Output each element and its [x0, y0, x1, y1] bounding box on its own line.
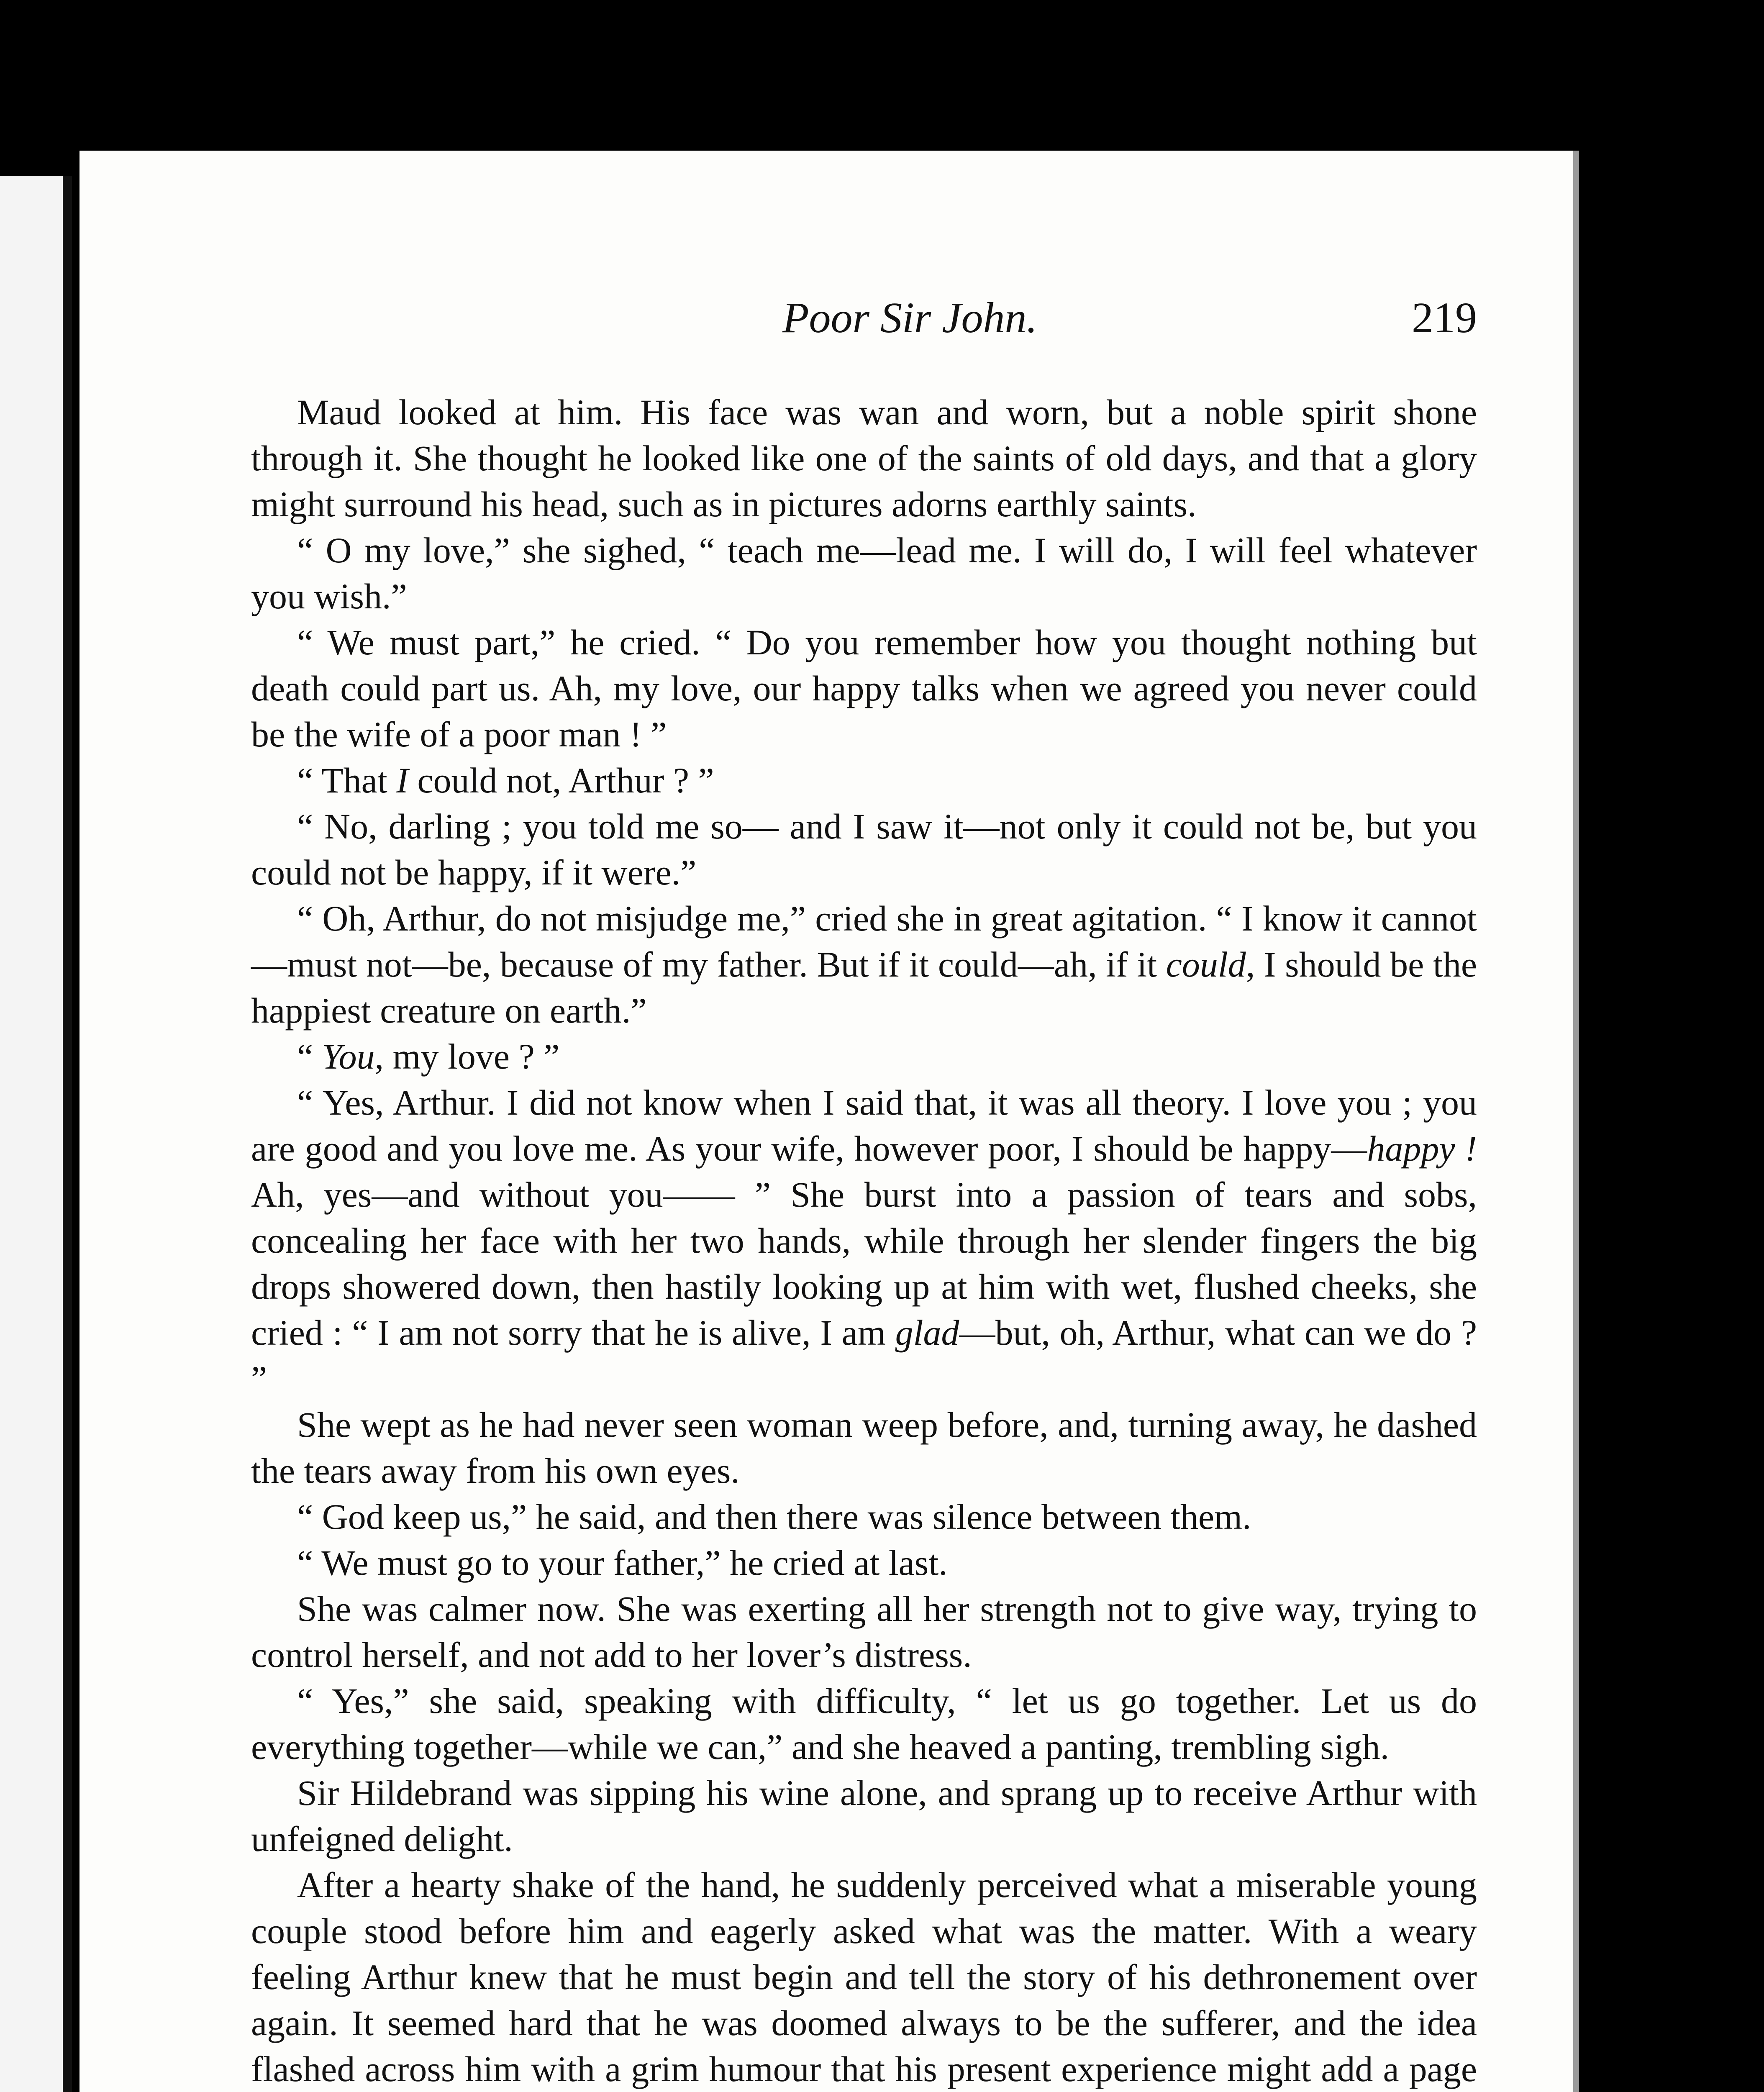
paragraph [251, 1079, 1477, 1402]
page-number: 219 [1412, 294, 1477, 342]
paragraph [251, 1678, 1477, 1770]
paragraph [251, 1862, 1477, 2092]
text-run: “ God keep us,” he said, and then there was silence between them. [297, 1497, 1251, 1537]
text-run: “ Yes, Arthur. I did not know when I said that, it was all theory. I love you ; you are good and you love me. As your wife, however poor, I should be happy— [251, 1082, 1477, 1169]
italic-text: could [1166, 944, 1246, 984]
italic-text: You [322, 1036, 375, 1077]
text-run: “ We must part,” he cried. “ Do you remember how you thought nothing but death could part us. Ah, my love, our happy talks when we agreed you never could be the wife of a poor man ! ” [251, 622, 1477, 754]
text-run: “ [297, 1036, 322, 1077]
paragraph [251, 757, 1477, 803]
text-run: Maud looked at him. His face was wan and worn, but a noble spirit shone through it. She thought he looked like one of the saints of old days, and that a glory might surround his head, such as in pictures adorns earthly saints. [251, 392, 1477, 524]
paragraph [251, 1033, 1477, 1079]
text-run: Ah, yes—and without you—— ” She burst into a passion of tears and sobs, concealing her face with her two hands, while through her slender fingers the big drops showered down, then hastily looking up at him with wet, flushed cheeks, she cried : “ I am not sorry that he is alive, I am [251, 1174, 1477, 1353]
paragraph [251, 1402, 1477, 1494]
paragraph [251, 1586, 1477, 1678]
italic-text: happy ! [1367, 1128, 1477, 1169]
text-run: After a hearty shake of the hand, he suddenly perceived what a miserable young couple stood before him and eagerly asked what was the matter. With a weary feeling Arthur knew that he must begin and tell the story of his dethronement over again. It seemed hard that he was doomed always to be the sufferer, and the idea flashed across him with a grim humour that his present experience might add a page [251, 1865, 1477, 2089]
text-run: —but, oh, Arthur, what can we do ? ” [251, 1313, 1477, 1399]
paragraph [251, 389, 1477, 527]
running-title: Poor Sir John. [782, 294, 1038, 342]
text-run: “ Yes,” she said, speaking with difficulty, “ let us go together. Let us do everything together—while we can,” and she heaved a panting, trembling sigh. [251, 1681, 1477, 1767]
text-run: “ Oh, Arthur, do not misjudge me,” cried she in great agitation. “ I know it cannot—must not—be, because of my father. But if it could—ah, if it [251, 898, 1477, 984]
text-run: Sir Hildebrand was sipping his wine alone, and sprang up to receive Arthur with unfeigned delight. [251, 1773, 1477, 1859]
book-page [79, 151, 1579, 2092]
text-run: She was calmer now. She was exerting all her strength not to give way, trying to control herself, and not add to her lover’s distress. [251, 1589, 1477, 1675]
paragraph [251, 1770, 1477, 1862]
text-run: , I should be the happiest creature on earth.” [251, 944, 1477, 1031]
page-content [251, 293, 1477, 2092]
text-run: could not, Arthur ? ” [408, 760, 714, 800]
body-text [251, 389, 1477, 2092]
paragraph [251, 527, 1477, 619]
text-run: “ O my love,” she sighed, “ teach me—lead me. I will do, I will feel whatever you wish.” [251, 530, 1477, 616]
paragraph [251, 803, 1477, 895]
text-run: “ That [297, 760, 397, 800]
paragraph [251, 1494, 1477, 1540]
running-header [251, 293, 1477, 360]
text-run: “ We must go to your father,” he cried at last. [297, 1543, 948, 1583]
paragraph [251, 619, 1477, 757]
italic-text: I [396, 760, 408, 800]
paragraph [251, 895, 1477, 1033]
italic-text: glad [895, 1313, 959, 1353]
text-run: She wept as he had never seen woman weep before, and, turning away, he dashed the tears away from his own eyes. [251, 1405, 1477, 1491]
text-run: “ No, darling ; you told me so— and I saw it—not only it could not be, but you could not be happy, if it were.” [251, 806, 1477, 892]
facing-page-edge [0, 176, 72, 2092]
text-run: , my love ? ” [374, 1036, 560, 1077]
paragraph [251, 1540, 1477, 1586]
